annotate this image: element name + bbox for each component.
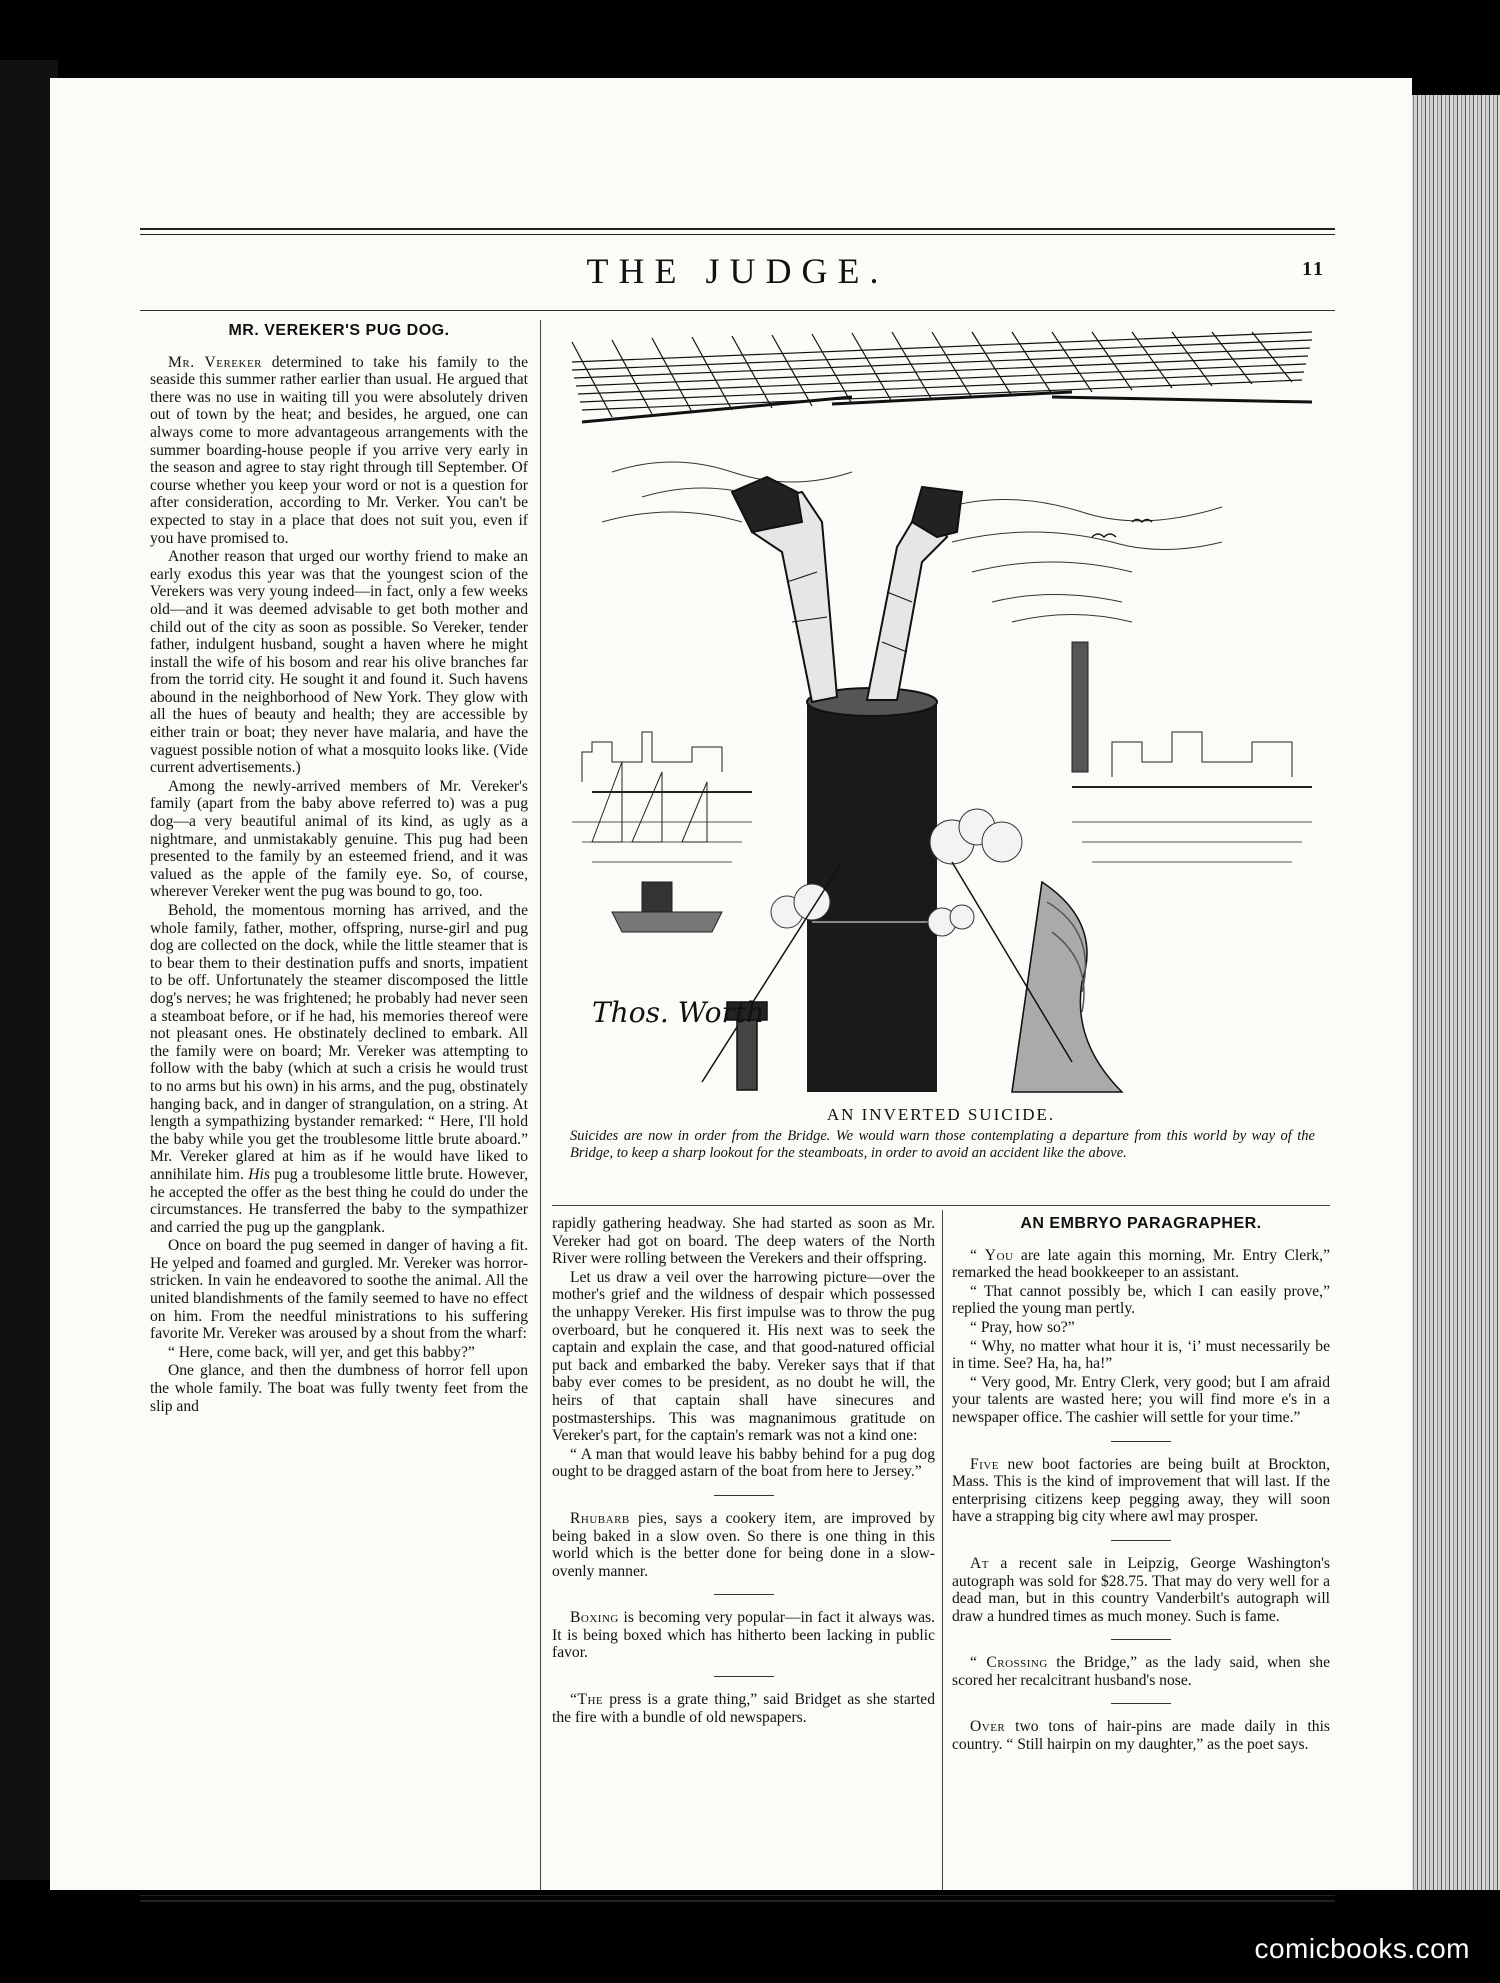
paragraph: Another reason that urged our worthy friend to make an early exodus this year was that the youngest scion of the Verekers was very young indeed—in fact, only a few weeks old—and it was deemed advisable to get both mother and child out of the city as soon as possible. So Vereker, tender father, indulgent husband, sought a haven where he might install the wife of his bosom and rear his olive branches far from the torrid city. He sought it and found it. Such havens abound in the neighborhood of New York. They glow with all the hues of beauty and health; they are accessible by either train or boat; they never have malaria, and have the vaguest possible notion of what a mosquito looks like. (Vide current advertisements.) bbox=[150, 548, 528, 777]
separator bbox=[714, 1495, 774, 1496]
paragraph: Behold, the momentous morning has arrived, and the whole family, father, mother, offspring, nurse-girl and pug dog are collected on the dock, while the little steamer that is to bear them to their destination puffs and snorts, impatient to be off. Unfortunately the steamer discomposed the little dog's nerves; he was frightened; he probably had never seen a steamboat before, or if he had, his memories thereof were not pleasant ones. He obstinately declined to embark. All the family were on board; Mr. Vereker was attempting to follow with the baby (which at such a crisis he would trust to no arms but his own) in his arms, and the pug, obstinately hanging back, and in danger of strangulation, on a string. At length a sympathizing bystander remarked: “ Here, I'll hold the baby while you get the troublesome little brute aboard.” Mr. Vereker glared at him as if he would have liked to annihilate him. His pug a troublesome little brute. However, he accepted the offer as the best thing he could do under the circumstances. He transferred the baby to the sympathizer and carried the pug up the gangplank. bbox=[150, 902, 528, 1236]
paragraph: Five new boot factories are being built at Brockton, Mass. This is the kind of improvement that will last. If the enterprising citizens keep pegging away, they will soon have a strapping big city where awl may prosper. bbox=[952, 1455, 1330, 1526]
right-column bbox=[952, 1215, 1330, 1754]
page-frame bbox=[140, 228, 1335, 1902]
section-rule bbox=[552, 1205, 1330, 1206]
paragraph: “ Crossing the Bridge,” as the lady said, when she scored her recalcitrant husband's nose. bbox=[952, 1654, 1331, 1689]
paragraph: One glance, and then the dumbness of horror fell upon the whole family. The boat was fully twenty feet from the slip and bbox=[150, 1362, 528, 1415]
separator bbox=[714, 1594, 774, 1595]
paragraph: “The press is a grate thing,” said Bridget as she started the fire with a bundle of old newspapers. bbox=[552, 1691, 935, 1726]
page-number: 11 bbox=[1302, 258, 1325, 280]
column-rule bbox=[540, 320, 541, 1890]
flag bbox=[1012, 882, 1122, 1092]
paragraph: rapidly gathering headway. She had started as soon as Mr. Vereker had got on board. The deep waters of the North River were rolling between the Verekers and their offspring. bbox=[552, 1215, 935, 1268]
paragraph: “ Very good, Mr. Entry Clerk, very good; but I am afraid your talents are wasted here; you will find more e's in a newspaper office. The cashier will settle for your time.” bbox=[952, 1373, 1330, 1426]
inverted-legs bbox=[732, 477, 962, 702]
column-rule bbox=[942, 1210, 943, 1890]
cartoon-title: AN INVERTED SUICIDE. bbox=[826, 1105, 1056, 1124]
cartoon-caption: Suicides are now in order from the Bridge. We would warn those contemplating a departure from this world by way of the Bridge, to keep a sharp lookout for the steamboats, in order to avoid an accident like the above. bbox=[570, 1128, 1315, 1161]
separator bbox=[1111, 1540, 1171, 1541]
sailboats bbox=[592, 762, 722, 932]
paragraph: Among the newly-arrived members of Mr. Vereker's family (apart from the baby above referred to) was a pug dog—a very beautiful animal of its kind, as ugly as a nightmare, and unmistakably genuine. This pug had been presented to the family by an esteemed friend, and it was valued as the apple of the family eye. So, of course, wherever Vereker went the pug was bound to go, too. bbox=[150, 777, 528, 901]
site-watermark: comicbooks.com bbox=[1254, 1933, 1470, 1964]
paragraph: Rhubarb pies, says a cookery item, are improved by being baked in a slow oven. So there is one thing in this world which is the better done for being done in a slow-ovenly manner. bbox=[552, 1509, 935, 1580]
artist-signature: Thos. Worth bbox=[592, 996, 765, 1029]
middle-column bbox=[552, 1215, 935, 1726]
header-rule bbox=[140, 310, 1335, 311]
smokestack bbox=[807, 688, 937, 1092]
paragraph: Boxing is becoming very popular—in fact it always was. It is being boxed which has hitherto been lacking in public favor. bbox=[552, 1609, 935, 1662]
paragraph: Once on board the pug seemed in danger of having a fit. He yelped and foamed and gurgled. Mr. Vereker was horror-stricken. In vain he endeavored to soothe the animal. All the united blandishments of the family seemed to have no effect on him. From the needful ministrations to his suffering favorite Mr. Vereker was aroused by a shout from the wharf: bbox=[150, 1237, 528, 1343]
paragraph: Over two tons of hair-pins are made daily in this country. “ Still hairpin on my daughter,” as the poet says. bbox=[952, 1718, 1330, 1754]
paragraph: “ A man that would leave his babby behind for a pug dog ought to be dragged astarn of the boat from here to Jersey.” bbox=[552, 1445, 935, 1481]
paragraph: Let us draw a veil over the harrowing picture—over the mother's grief and the wildness of despair which possessed the unhappy Vereker. His first impulse was to throw the pug overboard, but he conquered it. His next was to seek the captain and explain the case, and that good-natured official put back and embarked the baby. Vereker says that if that baby ever comes to be president, as no doubt he will, the heirs of that captain shall have sinecures and postmasterships. This was magnanimous gratitude on Vereker's part, for the captain's remark was not a kind one: bbox=[552, 1268, 935, 1445]
masthead: THE JUDGE. bbox=[586, 251, 889, 291]
paragraph: “ Pray, how so?” bbox=[970, 1318, 1075, 1336]
magazine-page bbox=[50, 78, 1412, 1890]
city-skyline bbox=[582, 642, 1312, 792]
separator bbox=[1111, 1639, 1171, 1640]
paragraph: Mr. Vereker determined to take his family to the seaside this summer rather earlier than usual. He argued that there was no use in waiting till you were absolutely driven out of town by the heat; and besides, he argued, one can always come to more advantageous arrangements with the summer boarding-house people if you arrive very early in the season and agree to stay right through till September. Of course whether you keep your word or not is a question for after consideration, according to Mr. Verker. You can't be expected to stay in a place that does not suit you, even if you have promised to. bbox=[150, 353, 528, 547]
separator bbox=[714, 1676, 774, 1677]
bridge-hatching bbox=[572, 332, 1312, 422]
paragraph: At a recent sale in Leipzig, George Washington's autograph was sold for $28.75. That may do very well for a dead man, but in this country Vanderbilt's autograph will draw a hundred times as much money. Such is fame. bbox=[952, 1554, 1330, 1625]
paragraph: “ Why, no matter what hour it is, ‘i’ must necessarily be in time. See? Ha, ha, ha!” bbox=[952, 1337, 1330, 1373]
left-article bbox=[150, 322, 528, 1415]
separator bbox=[1111, 1441, 1171, 1442]
separator bbox=[1111, 1703, 1171, 1704]
article-headline: MR. VEREKER'S PUG DOG. bbox=[228, 322, 450, 339]
paragraph: “ Here, come back, will yer, and get this babby?” bbox=[168, 1343, 475, 1361]
book-page-edges bbox=[1410, 95, 1500, 1890]
paragraph: “ You are late again this morning, Mr. Entry Clerk,” remarked the head bookkeeper to an assistant. bbox=[952, 1246, 1330, 1282]
cartoon-drawing bbox=[552, 322, 1330, 1102]
birds bbox=[1092, 520, 1152, 538]
paragraph: “ That cannot possibly be, which I can easily prove,” replied the young man pertly. bbox=[952, 1282, 1330, 1318]
article-headline: AN EMBRYO PARAGRAPHER. bbox=[1020, 1215, 1262, 1232]
cartoon-illustration bbox=[552, 322, 1330, 1102]
